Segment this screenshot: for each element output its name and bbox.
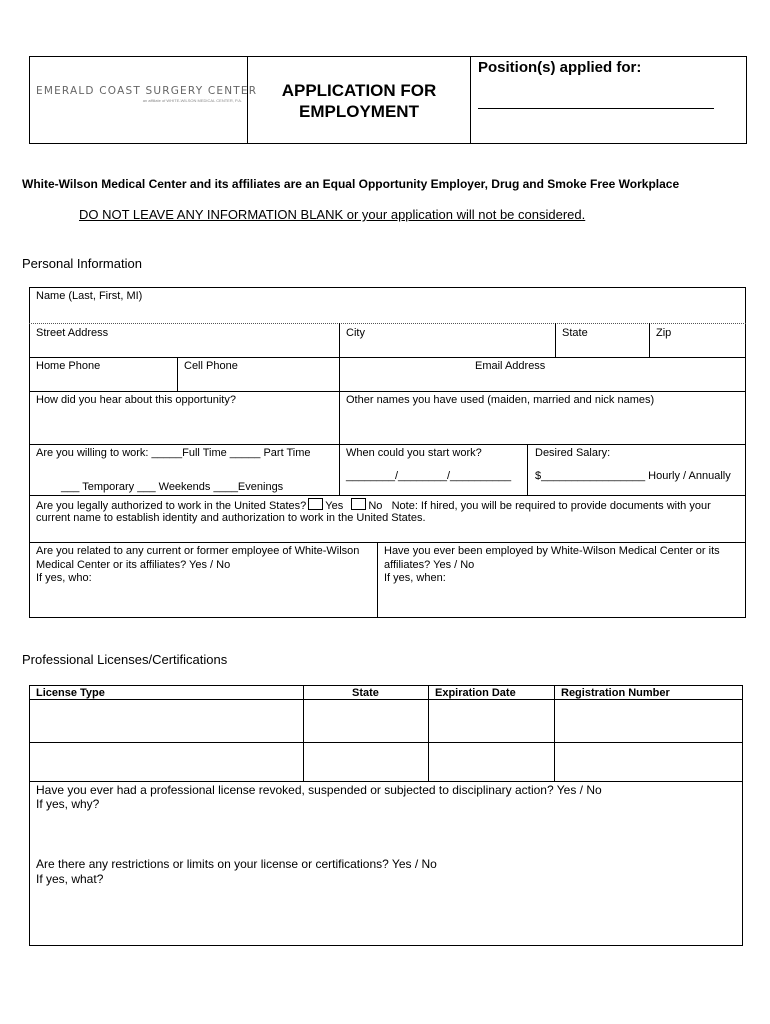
row-sep-6 bbox=[29, 542, 746, 543]
col-sep-state bbox=[555, 323, 556, 357]
col-license-type: License Type bbox=[36, 687, 105, 699]
license-row-2[interactable] bbox=[30, 743, 742, 780]
cell-phone-label: Cell Phone bbox=[184, 360, 238, 372]
row-sep-4 bbox=[29, 444, 746, 445]
related-line3: If yes, who: bbox=[36, 572, 92, 584]
no-checkbox[interactable] bbox=[351, 498, 366, 510]
col-registration-number: Registration Number bbox=[561, 687, 670, 699]
employed-line3: If yes, when: bbox=[384, 572, 446, 584]
position-input-line[interactable] bbox=[478, 108, 714, 109]
no-label: No bbox=[368, 500, 383, 512]
employed-line1: Have you ever been employed by White-Wilson Medical Center or its bbox=[384, 545, 720, 557]
email-label: Email Address bbox=[475, 360, 546, 372]
yes-label: Yes bbox=[325, 500, 344, 512]
col-state: State bbox=[352, 687, 379, 699]
row-sep-1 bbox=[29, 323, 746, 324]
work-authorization-question bbox=[36, 498, 711, 513]
revoked-question: Have you ever had a professional license revoked, suspended or subjected to disciplinary action? Yes / No bbox=[36, 783, 602, 797]
yes-checkbox[interactable] bbox=[308, 498, 323, 510]
employed-line2: affiliates? Yes / No bbox=[384, 558, 475, 571]
authorized-note-2: current name to establish identity and authorization to work in the United States. bbox=[36, 512, 426, 524]
start-date-blank[interactable]: ________/________/__________ bbox=[346, 470, 512, 482]
related-line1: Are you related to any current or former employee of White-Wilson bbox=[36, 545, 360, 557]
col-sep-start bbox=[339, 444, 340, 495]
name-label: Name (Last, First, MI) bbox=[36, 290, 143, 302]
state-label: State bbox=[562, 327, 588, 339]
eeo-statement: White-Wilson Medical Center and its affiliates are an Equal Opportunity Employer, Drug and Smoke Free Workplace bbox=[22, 177, 680, 191]
col-sep-related bbox=[377, 542, 378, 618]
salary-label: Desired Salary: bbox=[535, 447, 611, 459]
personal-info-heading: Personal Information bbox=[22, 256, 142, 271]
col-sep-cell bbox=[177, 357, 178, 391]
authorized-note: Note: If hired, you will be required to provide documents with your bbox=[391, 500, 711, 512]
col-sep-salary bbox=[527, 444, 528, 495]
restrictions-question: Are there any restrictions or limits on your license or certifications? Yes / No bbox=[36, 857, 437, 871]
zip-label: Zip bbox=[656, 327, 672, 339]
row-sep-2 bbox=[29, 357, 746, 358]
salary-blank[interactable]: $_________________ Hourly / Annually bbox=[535, 470, 731, 482]
willing-to-work-options-2[interactable]: ___ Temporary ___ Weekends ____Evenings bbox=[61, 481, 284, 493]
previous-employment-question bbox=[384, 545, 720, 586]
row-sep-3 bbox=[29, 391, 746, 392]
related-line2: Medical Center or its affiliates? Yes / No bbox=[36, 558, 231, 571]
street-label: Street Address bbox=[36, 327, 109, 339]
licenses-heading: Professional Licenses/Certifications bbox=[22, 652, 228, 667]
heard-label: How did you hear about this opportunity? bbox=[36, 394, 236, 406]
col-sep-city bbox=[339, 323, 340, 444]
blank-warning: DO NOT LEAVE ANY INFORMATION BLANK or your application will not be considered. bbox=[79, 207, 586, 222]
col-sep-zip bbox=[649, 323, 650, 357]
revoked-followup: If yes, why? bbox=[36, 797, 100, 811]
col-expiration-date: Expiration Date bbox=[435, 687, 516, 699]
city-label: City bbox=[346, 327, 365, 339]
related-question bbox=[36, 545, 359, 586]
name-field[interactable] bbox=[30, 304, 745, 322]
license-row-1[interactable] bbox=[30, 700, 742, 741]
row-sep-5 bbox=[29, 495, 746, 496]
company-logo bbox=[36, 85, 258, 103]
restrictions-followup: If yes, what? bbox=[36, 872, 104, 886]
authorized-q-text: Are you legally authorized to work in the United States? bbox=[36, 500, 307, 512]
logo-subtext: an affiliate of WHITE-WILSON MEDICAL CENTER, P.A. bbox=[142, 98, 242, 103]
willing-to-work-options[interactable]: Are you willing to work: _____Full Time _____ Part Time bbox=[36, 447, 311, 459]
logo-text: EMERALD COAST SURGERY CENTER bbox=[36, 85, 258, 97]
lic-row-sep-2 bbox=[29, 781, 743, 782]
header-divider-2 bbox=[470, 56, 471, 144]
start-date-label: When could you start work? bbox=[346, 447, 482, 459]
form-title bbox=[248, 80, 470, 122]
home-phone-label: Home Phone bbox=[36, 360, 101, 372]
position-label: Position(s) applied for: bbox=[478, 59, 642, 76]
form-title-line1: APPLICATION FOR bbox=[281, 81, 437, 100]
form-title-line2: EMPLOYMENT bbox=[299, 102, 419, 121]
other-names-label: Other names you have used (maiden, married and nick names) bbox=[346, 394, 655, 406]
